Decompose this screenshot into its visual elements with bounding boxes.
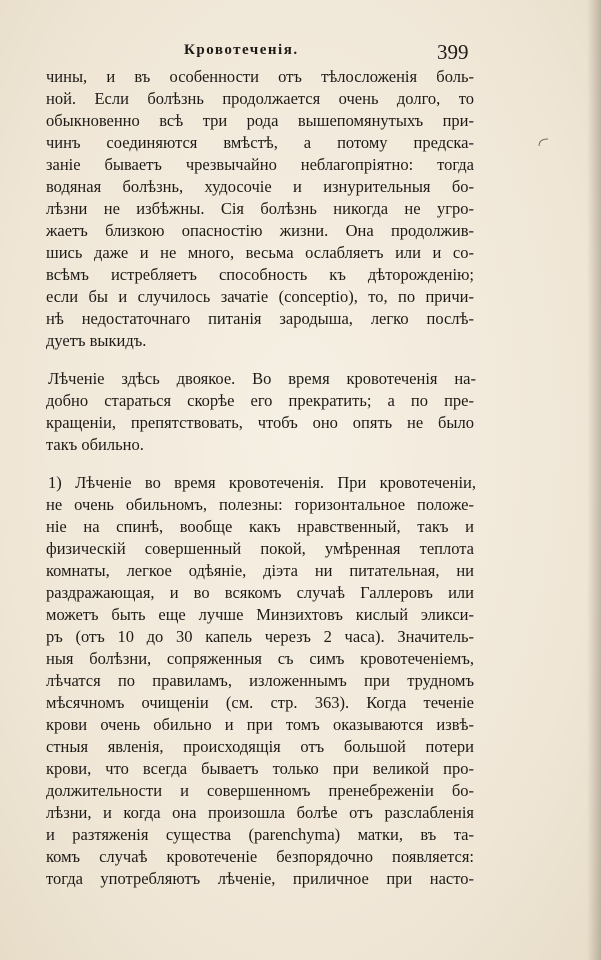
text-line: физическій совершенный покой, умѣренная теплота [46,539,474,558]
text-line: не очень обильномъ, полезны: горизонтальное положе- [46,495,474,514]
margin-pencil-mark [536,136,550,150]
text-line: жаетъ близкою опасностію жизни. Она продолжив- [46,221,474,240]
page-number: 399 [437,40,469,64]
text-line: 1) Лѣченіе во время кровотеченія. При кровотеченіи, [48,473,476,492]
text-line: лѣчатся по правиламъ, изложеннымъ при трудномъ [46,671,474,690]
text-line: комнаты, легкое одѣяніе, діэта ни питательная, ни [46,561,474,580]
text-line: Лѣченіе здѣсь двоякое. Во время кровотеченія на- [48,369,476,388]
text-line: чинъ соединяются вмѣстѣ, а потому предска- [46,133,474,152]
text-line: ныя болѣзни, сопряженныя съ симъ кровотеченіемъ, [46,649,474,668]
text-line: такъ обильно. [46,435,144,454]
text-line: лѣзни, и когда она произошла болѣе отъ разслабленія [46,803,474,822]
text-line: крови очень обильно и при томъ оказываются извѣ- [46,715,474,734]
text-line: водяная болѣзнь, худосочіе и изнурительныя бо- [46,177,474,196]
text-line: шись даже и не много, весьма ослабляетъ или и со- [46,243,474,262]
text-line: обыкновенно всѣ три рода вышепомянутыхъ при- [46,111,474,130]
text-line: комъ случаѣ кровотеченіе безпорядочно появляется: [46,847,474,866]
text-line: добно стараться скорѣе его прекратить; а по пре- [46,391,474,410]
text-line: стныя явленія, происходящія отъ большой потери [46,737,474,756]
text-line: раздражающая, и во всякомъ случаѣ Галлеровъ или [46,583,474,602]
text-line: ръ (отъ 10 до 30 капель черезъ 2 часа). Значитель- [46,627,474,646]
text-line: должительности и совершенномъ пренебреженіи бо- [46,781,474,800]
text-line: ной. Если болѣзнь продолжается очень долго, то [46,89,474,108]
text-line: и разтяженія существа (parenchyma) матки, въ та- [46,825,474,844]
text-line: кращеніи, препятствовать, чтобъ оно опять не было [46,413,474,432]
text-line: крови, что всегда бываетъ только при великой про- [46,759,474,778]
text-line: чины, и въ особенности отъ тѣлосложенія боль- [46,67,474,86]
text-line: заніе бываетъ чрезвычайно неблагопріятно: тогда [46,155,474,174]
text-line: можетъ быть еще лучше Минзихтовъ кислый эликси- [46,605,474,624]
text-line: лѣзни не избѣжны. Сія болѣзнь никогда не угро- [46,199,474,218]
running-title: Кровотеченія. [184,42,299,58]
page-binding-shadow [587,0,601,960]
text-line: дуетъ выкидъ. [46,331,147,350]
text-line: ніе на спинѣ, вообще какъ нравственный, такъ и [46,517,474,536]
text-line: если бы и случилось зачатіе (conceptio), то, по причи- [46,287,474,306]
text-line: всѣмъ истребляетъ способность къ дѣторожденію; [46,265,474,284]
text-line: тогда употребляютъ лѣченіе, приличное при насто- [46,869,474,888]
text-line: мѣсячномъ очищеніи (см. стр. 363). Когда теченіе [46,693,474,712]
text-line: нѣ недостаточнаго питанія зародыша, легко послѣ- [46,309,474,328]
